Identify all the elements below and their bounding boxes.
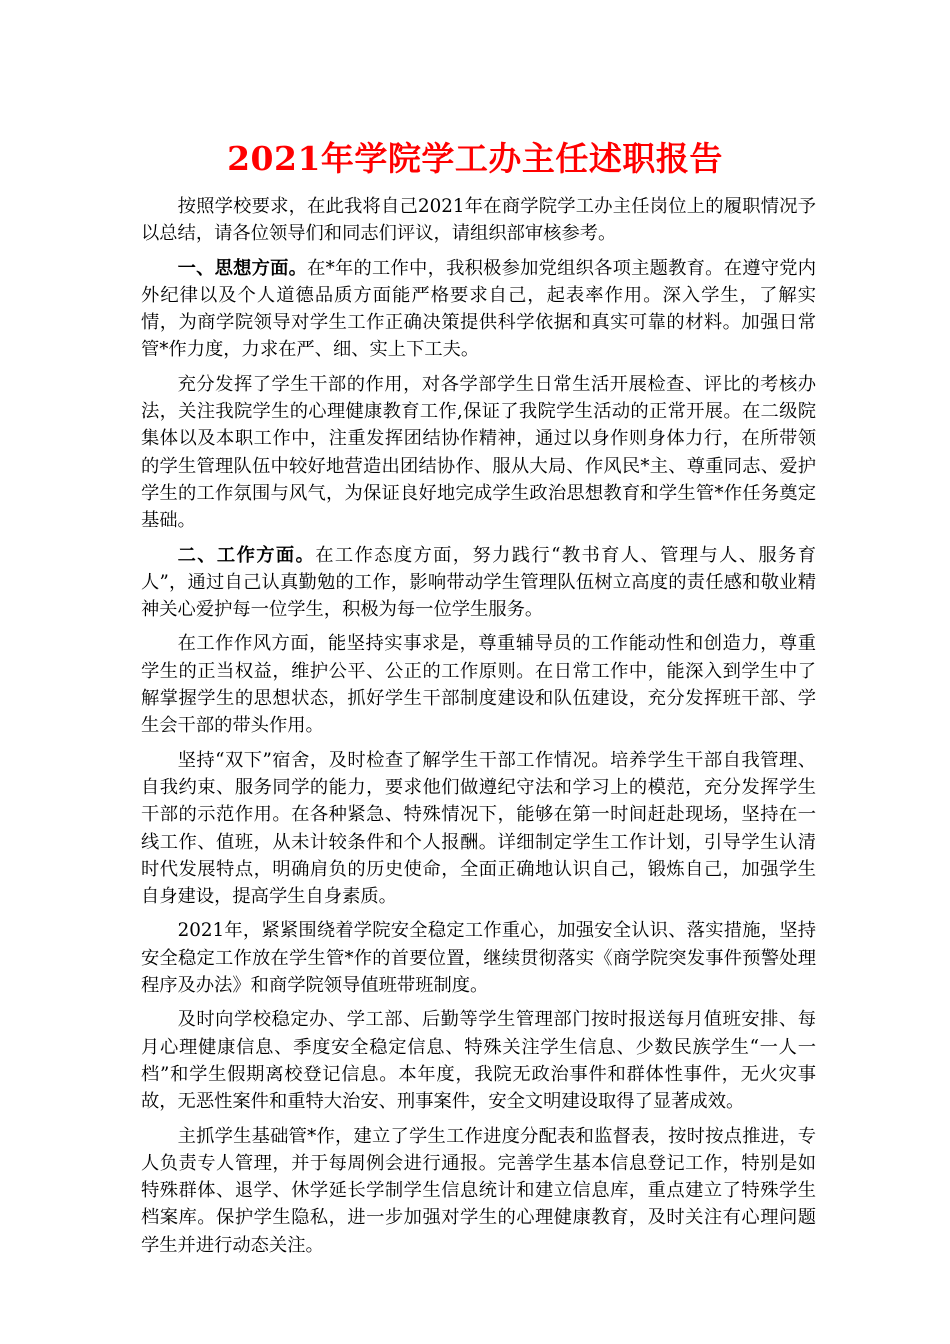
paragraph-text: 坚持“双下”宿舍，及时检查了解学生干部工作情况。培养学生干部自我管理、自我约束、服务同学的能力，要求他们做遵纪守法和学习上的模范，充分发挥学生干部的示范作用。在各种紧急、特殊情况下，能够在第一时间赶赴现场，坚持在一线工作、值班，从未计较条件和个人报酬。详细制定学生工作计划，引导学生认清时代发展特点，明确肩负的历史使命，全面正确地认识自己，锻炼自己，加强学生自身建设，提高学生自身素质。 <box>141 749 816 908</box>
section-heading: 二、工作方面。 <box>177 544 316 566</box>
paragraph-student-cadres <box>141 371 816 535</box>
paragraph-ideology <box>141 255 816 364</box>
paragraph-reporting <box>141 1006 816 1115</box>
paragraph-text: 充分发挥了学生干部的作用，对各学部学生日常生活开展检查、评比的考核办法，关注我院学生的心理健康教育工作,保证了我院学生活动的正常开展。在二级院集体以及本职工作中，注重发挥团结协作精神，通过以身作则身体力行，在所带领的学生管理队伍中较好地营造出团结协作、服从大局、作风民*主、尊重同志、爱护学生的工作氛围与风气，为保证良好地完成学生政治思想教育和学生管*作任务奠定基础。 <box>141 373 816 532</box>
paragraph-safety <box>141 917 816 999</box>
paragraph-basic-management <box>141 1123 816 1259</box>
document-title: 2021年学院学工办主任述职报告 <box>227 139 723 178</box>
paragraph-dormitory <box>141 747 816 911</box>
paragraph-intro <box>141 193 816 248</box>
document-body <box>141 193 816 1266</box>
paragraph-text: 主抓学生基础管*作，建立了学生工作进度分配表和监督表，按时按点推进，专人负责专人管理，并于每周例会进行通报。完善学生基本信息登记工作，特别是如特殊群体、退学、休学延长学制学生信息统计和建立信息库，重点建立了特殊学生档案库。保护学生隐私，进一步加强对学生的心理健康教育，及时关注有心理问题学生并进行动态关注。 <box>141 1125 816 1256</box>
paragraph-text: 在工作态度方面，努力践行“教书育人、管理与人、服务育人”，通过自己认真勤勉的工作，影响带动学生管理队伍树立高度的责任感和敬业精神关心爱护每一位学生，积极为每一位学生服务。 <box>141 544 816 621</box>
paragraph-text: 2021年，紧紧围绕着学院安全稳定工作重心，加强安全认识、落实措施，坚持安全稳定工作放在学生管*作的首要位置，继续贯彻落实《商学院突发事件预警处理程序及办法》和商学院领导值班带班制度。 <box>141 920 816 997</box>
paragraph-work <box>141 542 816 624</box>
paragraph-text: 按照学校要求，在此我将自己2021年在商学院学工办主任岗位上的履职情况予以总结，请各位领导们和同志们评议，请组织部审核参考。 <box>141 196 816 245</box>
paragraph-text: 在*年的工作中，我积极参加党组织各项主题教育。在遵守党内外纪律以及个人道德品质方面能严格要求自己，起表率作用。深入学生，了解实情，为商学院领导对学生工作正确决策提供科学依据和真实可靠的材料。加强日常管*作力度，力求在严、细、实上下工夫。 <box>141 257 817 361</box>
paragraph-text: 在工作作风方面，能坚持实事求是，尊重辅导员的工作能动性和创造力，尊重学生的正当权益，维护公平、公正的工作原则。在日常工作中，能深入到学生中了解掌握学生的思想状态，抓好学生干部制度建设和队伍建设，充分发挥班干部、学生会干部的带头作用。 <box>141 633 816 737</box>
section-heading: 一、思想方面。 <box>177 257 308 279</box>
paragraph-work-style <box>141 630 816 739</box>
paragraph-text: 及时向学校稳定办、学工部、后勤等学生管理部门按时报送每月值班安排、每月心理健康信息、季度安全稳定信息、特殊关注学生信息、少数民族学生“一人一档”和学生假期离校登记信息。本年度，我院无政治事件和群体性事件，无火灾事故，无恶性案件和重特大治安、刑事案件，安全文明建设取得了显著成效。 <box>141 1009 816 1113</box>
